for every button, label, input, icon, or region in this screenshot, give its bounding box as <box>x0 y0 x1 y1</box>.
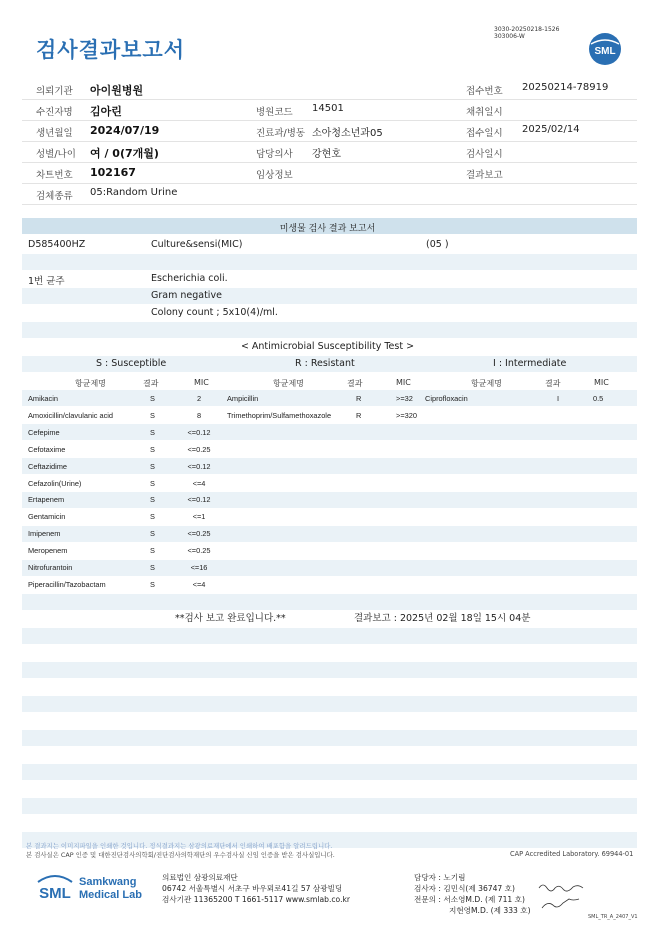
col2-header-mic: MIC <box>396 378 411 387</box>
report-time: 결과보고 : 2025년 02월 18일 15시 04분 <box>354 613 531 624</box>
hospital-code-label: 병원코드 <box>256 107 293 118</box>
ast-drug: Ampicillin <box>227 394 259 403</box>
legend-resistant: R : Resistant <box>295 358 355 369</box>
ast-mic: <=0.12 <box>187 495 211 505</box>
section-title: 미생물 검사 결과 보고서 <box>279 224 376 234</box>
dept-label: 진료과/병동 <box>256 128 306 139</box>
clinical-label: 임상정보 <box>256 170 293 181</box>
colony-count: Colony count ; 5x10(4)/ml. <box>151 307 278 318</box>
ast-result: S <box>150 410 155 420</box>
ast-mic: <=0.25 <box>187 546 211 556</box>
col1-header-mic: MIC <box>194 378 209 387</box>
receipt-date-value: 2025/02/14 <box>522 124 580 135</box>
footer-logo-name <box>79 876 142 902</box>
ast-drug: Ciprofloxacin <box>425 394 468 403</box>
ast-mic: 8 <box>196 410 202 420</box>
col3-header-drug: 항균제명 <box>471 379 502 388</box>
test-code: D585400HZ <box>28 239 86 250</box>
doc-code-1: 3030-20250218-1526 <box>494 26 560 33</box>
report-label: 결과보고 <box>466 170 503 181</box>
strain-label: 1번 균주 <box>28 276 65 287</box>
background-band <box>22 492 637 508</box>
footer-contact: 검사기관 11365200 T 1661-5117 www.smlab.co.kr <box>162 895 350 904</box>
ast-drug: Piperacillin/Tazobactam <box>28 579 106 589</box>
signature-icon <box>536 878 596 916</box>
ast-drug: Imipenem <box>28 529 61 539</box>
ast-drug: Amikacin <box>28 394 58 403</box>
ast-drug: Meropenem <box>28 546 68 556</box>
background-band <box>22 560 637 576</box>
staff-specialist-1: 전문의 : 서소영M.D. (제 711 호) <box>414 895 525 904</box>
ast-mic: 0.5 <box>593 394 604 403</box>
background-band <box>22 798 637 814</box>
ast-mic: >=32 <box>396 394 413 403</box>
footer-logo-line1: Samkwang <box>79 876 137 888</box>
chart-value: 102167 <box>90 166 136 179</box>
footer-address: 06742 서울특별시 서초구 바우뫼로41길 57 삼광빌딩 <box>162 884 343 893</box>
info-row-2 <box>22 100 637 121</box>
ast-result: S <box>150 478 155 488</box>
test-name: Culture&sensi(MIC) <box>151 239 243 250</box>
notice-image-copy: 본 결과지는 이미지파일을 인쇄한 것입니다. 정식결과지는 삼광의료재단에서 인쇄하여 배포함을 알려드립니다. <box>26 842 333 850</box>
name-value: 김아린 <box>90 105 122 118</box>
background-band <box>22 424 637 440</box>
cap-accredited: CAP Accredited Laboratory. 69944-01 <box>510 850 634 858</box>
notice-cap: 본 검사실은 CAP 인증 및 대한진단검사의학회/진단검사의학재단의 우수검사실 신임 인증을 받은 검사실입니다. <box>26 851 335 859</box>
ast-title: < Antimicrobial Susceptibility Test > <box>240 341 415 352</box>
form-code: SML_TR_A_2407_V1 <box>588 914 638 920</box>
background-band <box>22 730 637 746</box>
receipt-no-label: 접수번호 <box>466 86 503 97</box>
background-band <box>22 764 637 780</box>
organism: Escherichia coli. <box>151 273 228 284</box>
ast-mic: <=4 <box>192 478 206 488</box>
background-band <box>22 696 637 712</box>
doctor-label: 담당의사 <box>256 149 293 160</box>
ast-mic: <=4 <box>192 579 206 589</box>
ast-result: S <box>150 563 155 572</box>
ast-drug: Trimethoprim/Sulfamethoxazole <box>227 410 332 420</box>
footer-logo-sml: SML <box>39 885 71 902</box>
legend-susceptible: S : Susceptible <box>96 358 167 369</box>
background-band <box>22 526 637 542</box>
report-complete: **검사 보고 완료입니다.** <box>175 613 286 624</box>
ast-mic: <=16 <box>190 563 208 572</box>
sml-logo-text: SML <box>594 46 616 57</box>
sex-age-value: 여 / 0(7개월) <box>90 147 159 160</box>
col2-header-result: 결과 <box>347 379 363 388</box>
info-row-1 <box>22 79 637 100</box>
staff-tester: 검사자 : 김민식(제 36747 호) <box>414 884 515 893</box>
sml-footer-logo-icon <box>36 872 74 906</box>
ast-drug: Ceftazidime <box>28 461 68 471</box>
ast-mic: <=1 <box>192 512 206 522</box>
footer-org: 의료법인 삼광의료재단 <box>162 873 238 882</box>
background-band <box>22 628 637 644</box>
info-row-5 <box>22 163 637 184</box>
gram-stain: Gram negative <box>151 290 222 301</box>
col1-header-drug: 항균제명 <box>75 379 106 388</box>
ast-drug: Cefepime <box>28 427 60 437</box>
ast-result: S <box>150 427 155 437</box>
sml-logo-icon <box>588 32 622 66</box>
background-band <box>22 662 637 678</box>
background-band <box>22 288 637 304</box>
hospital-value: 아이원병원 <box>90 84 144 97</box>
ast-drug: Cefazolin(Urine) <box>28 478 82 488</box>
ast-drug: Ertapenem <box>28 495 65 505</box>
info-row-3 <box>22 121 637 142</box>
hospital-code-value: 14501 <box>312 103 344 114</box>
receipt-no-value: 20250214-78919 <box>522 82 609 93</box>
ast-mic: 2 <box>196 394 202 403</box>
col2-header-drug: 항균제명 <box>273 379 304 388</box>
collect-date-label: 채취일시 <box>466 107 503 118</box>
ast-result: R <box>356 410 362 420</box>
ast-result: S <box>150 444 155 454</box>
info-row-6 <box>22 184 637 205</box>
ast-result: S <box>150 512 155 522</box>
specimen-label: 검체종류 <box>36 191 73 202</box>
ast-drug: Gentamicin <box>28 512 66 522</box>
staff-charge: 담당자 : 노기림 <box>414 873 466 882</box>
specimen-value: 05:Random Urine <box>90 187 178 198</box>
dept-value: 소아청소년과05 <box>312 128 383 139</box>
name-label: 수진자명 <box>36 107 73 118</box>
ast-result: S <box>150 579 155 589</box>
col1-header-result: 결과 <box>143 379 159 388</box>
chart-label: 차트번호 <box>36 170 73 181</box>
test-date-label: 검사일시 <box>466 149 503 160</box>
ast-drug: Cefotaxime <box>28 444 66 454</box>
ast-mic: <=0.12 <box>187 461 211 471</box>
background-band <box>22 458 637 474</box>
ast-result: S <box>150 495 155 505</box>
background-band <box>22 322 637 338</box>
doctor-value: 강현호 <box>312 149 341 160</box>
ast-drug: Nitrofurantoin <box>28 563 73 572</box>
legend-intermediate: I : Intermediate <box>493 358 567 369</box>
info-row-4 <box>22 142 637 163</box>
ast-drug: Amoxicillin/clavulanic acid <box>28 410 114 420</box>
ast-result: S <box>150 394 155 403</box>
ast-mic: <=0.12 <box>187 427 211 437</box>
ast-result: S <box>150 546 155 556</box>
background-band <box>22 594 637 610</box>
col3-header-result: 결과 <box>545 379 561 388</box>
dob-label: 생년월일 <box>36 128 73 139</box>
test-num: (05 ) <box>426 239 449 250</box>
footer-logo-line2: Medical Lab <box>79 889 142 901</box>
background-band <box>22 390 637 406</box>
background-band <box>22 254 637 270</box>
sex-age-label: 성별/나이 <box>36 149 76 160</box>
ast-result: I <box>557 394 560 403</box>
receipt-date-label: 접수일시 <box>466 128 503 139</box>
ast-mic: <=0.25 <box>187 444 211 454</box>
dob-value: 2024/07/19 <box>90 124 160 137</box>
ast-mic: <=0.25 <box>187 529 211 539</box>
ast-result: R <box>356 394 362 403</box>
staff-specialist-2: 지현영M.D. (제 333 호) <box>449 906 531 915</box>
ast-result: S <box>150 529 155 539</box>
hospital-label: 의뢰기관 <box>36 86 73 97</box>
ast-result: S <box>150 461 155 471</box>
page-title: 검사결과보고서 <box>36 38 186 62</box>
doc-code-2: 303006-W <box>494 33 525 40</box>
ast-mic: >=320 <box>396 410 417 420</box>
col3-header-mic: MIC <box>594 378 609 387</box>
